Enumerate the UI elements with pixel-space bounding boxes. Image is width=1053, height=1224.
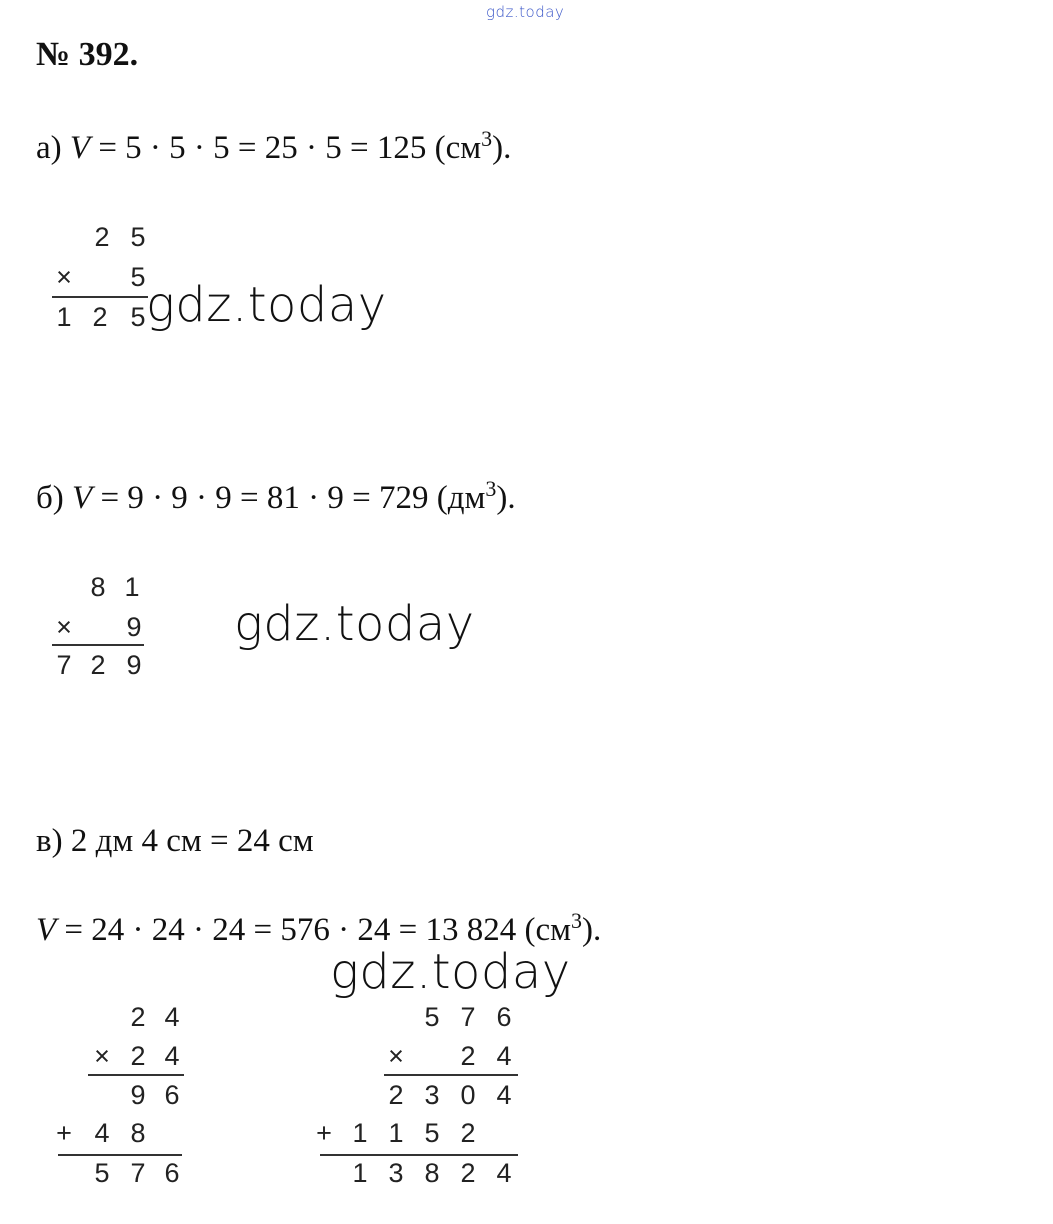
digit: 2 [388,1080,404,1110]
result-line [52,644,144,646]
digit: 3 [424,1080,440,1110]
volume-symbol: V [72,480,93,516]
partial-product-2 [312,1118,532,1152]
problem-title: № 392. [36,36,139,73]
digit: 2 [130,1041,146,1071]
volume-symbol: V [69,130,91,166]
result-line [320,1154,518,1156]
equation-b-expr: = 9 · 9 · 9 = 81 · 9 = 729 (дм [92,480,486,516]
equation-a-expr: = 5 · 5 · 5 = 25 · 5 = 125 (см [90,130,482,166]
digit: 0 [460,1080,476,1110]
exponent: 3 [571,908,582,933]
times-sign: × [388,1041,404,1071]
equation-a-end: ). [492,130,512,166]
operand-row [50,222,178,256]
part-label-b: б) [36,480,73,516]
digit: 2 [460,1118,476,1148]
times-sign: × [56,262,72,292]
partial-product-2 [52,1118,192,1152]
digit: 7 [460,1002,476,1032]
column-multiplication-c1 [52,1002,192,1202]
equation-c-expr: = 24 · 24 · 24 = 576 · 24 = 13 824 (см [56,912,571,948]
digit: 1 [56,302,72,332]
result-line [52,296,148,298]
digit: 1 [352,1118,368,1148]
exponent: 3 [481,126,493,151]
digit: 4 [496,1158,512,1188]
digit: 6 [164,1158,180,1188]
digit: 5 [130,262,146,292]
operand-row [312,1002,532,1036]
plus-sign: + [56,1118,72,1148]
digit: 1 [124,572,140,602]
digit: 2 [460,1041,476,1071]
multiplier-row [50,612,178,646]
equation-b-end: ). [496,480,516,516]
unit-conversion: в) 2 дм 4 см = 24 см [36,823,314,859]
times-sign: × [56,612,72,642]
digit: 1 [352,1158,368,1188]
digit: 9 [130,1080,146,1110]
digit: 6 [164,1080,180,1110]
partial-line [384,1074,518,1076]
digit: 1 [388,1118,404,1148]
digit: 2 [94,222,110,252]
watermark-a: gdz.today [146,277,387,333]
part-label-a: а) [36,130,70,166]
digit: 6 [496,1002,512,1032]
digit: 8 [130,1118,146,1148]
digit: 4 [94,1118,110,1148]
digit: 3 [388,1158,404,1188]
result-row [50,650,178,684]
digit: 4 [164,1002,180,1032]
digit: 2 [90,650,106,680]
digit: 4 [164,1041,180,1071]
site-watermark-top: gdz.today [486,3,565,21]
partial-product-1 [52,1080,192,1114]
digit: 5 [424,1118,440,1148]
digit: 9 [126,650,142,680]
operand-row [52,1002,192,1036]
watermark-c: gdz.today [330,944,571,1000]
digit: 5 [130,302,146,332]
digit: 4 [496,1041,512,1071]
digit: 2 [92,302,108,332]
result-row [52,1158,192,1192]
column-multiplication-b [50,572,178,692]
result-line [58,1154,182,1156]
digit: 5 [130,222,146,252]
multiplier-row [52,1041,192,1075]
equation-a [36,126,512,167]
column-multiplication-c2 [312,1002,532,1202]
digit: 7 [56,650,72,680]
digit: 7 [130,1158,146,1188]
digit: 5 [424,1002,440,1032]
result-row [312,1158,532,1192]
multiplier-row [312,1041,532,1075]
volume-symbol: V [36,912,57,948]
exponent: 3 [485,476,497,501]
plus-sign: + [316,1118,332,1148]
watermark-b: gdz.today [234,596,475,652]
digit: 2 [130,1002,146,1032]
partial-line [88,1074,184,1076]
digit: 8 [90,572,106,602]
equation-b [36,476,516,517]
times-sign: × [94,1041,110,1071]
digit: 4 [496,1080,512,1110]
operand-row [50,572,178,606]
partial-product-1 [312,1080,532,1114]
digit: 8 [424,1158,440,1188]
equation-c-end: ). [582,912,602,948]
digit: 2 [460,1158,476,1188]
digit: 5 [94,1158,110,1188]
digit: 9 [126,612,142,642]
